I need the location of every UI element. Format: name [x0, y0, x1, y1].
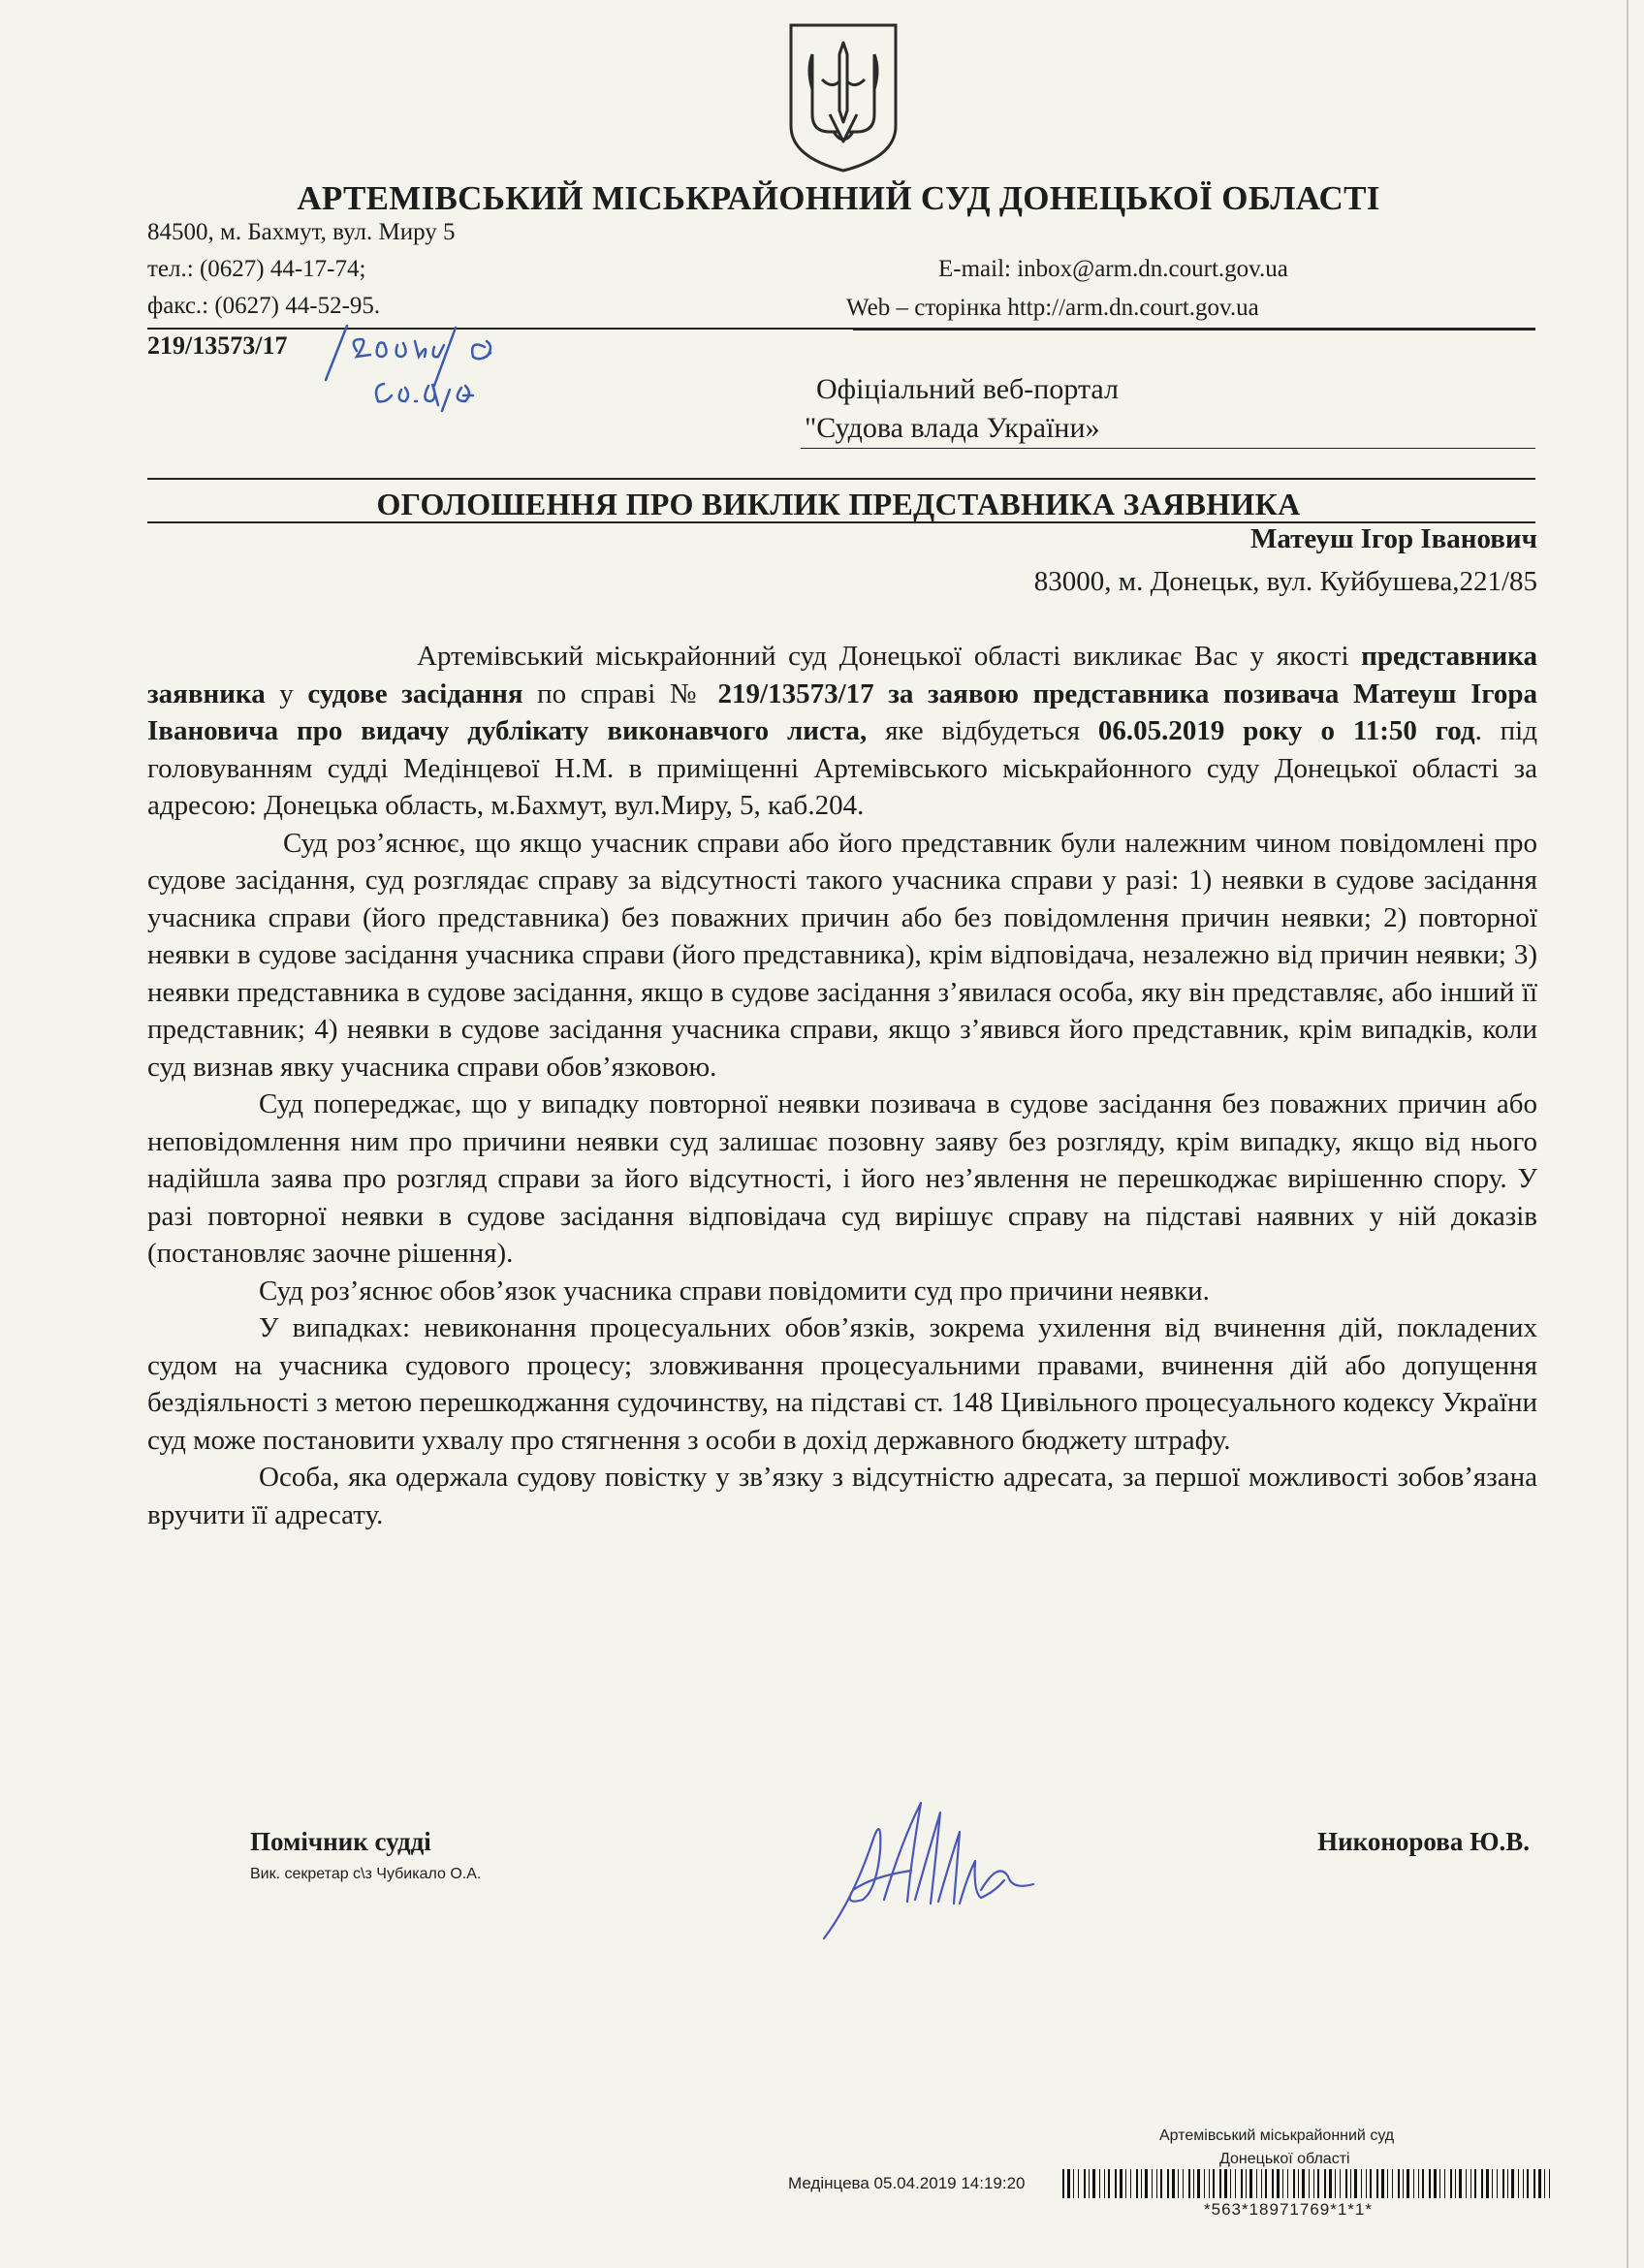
barcode-bar: [1523, 2169, 1524, 2198]
barcode-bar: [1350, 2169, 1351, 2198]
barcode-bar: [1246, 2169, 1247, 2198]
recipient-address: 83000, м. Донецьк, вул. Куйбушева,221/85: [1033, 566, 1537, 597]
case-number: 219/13573/17: [147, 331, 288, 360]
barcode-bar: [1387, 2169, 1388, 2198]
barcode-bar: [1538, 2169, 1541, 2198]
barcode-bar: [1249, 2169, 1252, 2198]
summons-datetime: 06.05.2019 року о 11:50 год: [1097, 715, 1475, 746]
barcode-bar: [1115, 2169, 1117, 2198]
paragraph-penalty: У випадках: невиконання процесуальних обов’язків, зокрема ухилення від вчинення дій, покладених судом на учасника судового процесу; зловживання процесуальними правами, вчинення дій або допущення бездіяльності з метою перешкоджання судочинству, на підставі ст. 148 Цивільного процесуального кодексу України суд може постановити ухвалу про стягнення з особи в дохід державного бюджету штрафу.: [147, 1312, 1537, 1456]
summons-hearing: судове засідання: [307, 677, 523, 709]
notice-body: [147, 638, 1537, 1533]
barcode-bar: [1204, 2169, 1205, 2198]
barcode-bar: [1197, 2169, 1200, 2198]
barcode-bar: [1277, 2169, 1280, 2198]
barcode-bar: [1502, 2169, 1504, 2198]
barcode-bar: [1084, 2169, 1086, 2198]
barcode-bar: [1241, 2169, 1243, 2198]
barcode-bar: [1481, 2169, 1483, 2198]
barcode-bar: [1104, 2169, 1105, 2198]
coat-of-arms-icon: [783, 21, 903, 174]
barcode-bar: [1549, 2169, 1550, 2198]
paragraph-delivery: Особа, яка одержала судову повістку у зв’язку з відсутністю адресата, за першої можливості зобов’язана вручити її адресату.: [147, 1462, 1537, 1530]
portal-name-line1: Офіціальний веб-портал: [816, 373, 1119, 405]
barcode-bar: [1219, 2169, 1221, 2198]
court-email: E-mail: inbox@arm.dn.court.gov.ua: [938, 256, 1288, 282]
paragraph-duty: Суд роз’яснює обов’язок учасника справи повідомити суд про причини неявки.: [259, 1275, 1210, 1307]
barcode-bar: [1486, 2169, 1489, 2198]
barcode-bar: [1366, 2169, 1367, 2198]
summons-text: . під головуванням судді Медінцевої Н.М. в приміщенні Артемівського міськрайонного суду Донецької області за адресою: Донецька область, м.Бахмут, вул.Миру, 5, каб.204.: [147, 715, 1537, 821]
portal-underline: [801, 448, 1535, 449]
barcode-bar: [1470, 2169, 1471, 2198]
secretary-note: Вик. секретар с\з Чубикало О.А.: [250, 1866, 482, 1882]
barcode-bar: [1302, 2169, 1305, 2198]
recipient-name: Матеуш Ігор Іванович: [1249, 523, 1537, 554]
barcode-bar: [1160, 2169, 1162, 2198]
barcode-bar: [1313, 2169, 1314, 2198]
barcode-bar: [1324, 2169, 1326, 2198]
barcode-icon: [1062, 2169, 1555, 2198]
barcode-bar: [1439, 2169, 1440, 2198]
signer-title: Помічник судді: [250, 1827, 431, 1856]
barcode-bar: [1125, 2169, 1126, 2198]
barcode-bar: [1317, 2169, 1319, 2198]
paragraph-summons: [147, 638, 1537, 825]
barcode-bar: [1193, 2169, 1194, 2198]
barcode-bar: [1309, 2169, 1310, 2198]
court-website: Web – сторінка http://arm.dn.court.gov.ua: [846, 295, 1259, 321]
barcode-bar: [1329, 2169, 1332, 2198]
barcode-bar: [1335, 2169, 1336, 2198]
barcode-bar: [1293, 2169, 1295, 2198]
barcode-bar: [1108, 2169, 1110, 2198]
barcode-bar: [1067, 2169, 1070, 2198]
barcode-bar: [1398, 2169, 1400, 2198]
portal-name-line2: "Судова влада України»: [805, 412, 1100, 444]
barcode-bar: [1345, 2169, 1347, 2198]
paragraph-warning: Суд попереджає, що у випадку повторної неявки позивача в судове засідання без поважних причин або неповідомлення ним про причини неявки суд залишає позовну заяву без розгляду, крім випадку, якщо від нього надійшла заява про розгляд справи за його відсутності, і його нез’явлення не перешкоджає вирішенню спору. У разі повторної неявки в судове засідання відповідача суд вирішує справу на підставі наявних у ній доказів (постановляє заочне рішення).: [147, 1088, 1537, 1269]
barcode-bar: [1474, 2169, 1476, 2198]
barcode-bar: [1156, 2169, 1157, 2198]
barcode-bar: [1136, 2169, 1138, 2198]
signature-icon: [814, 1783, 1047, 1948]
barcode-bar: [1492, 2169, 1493, 2198]
barcode-bar: [1272, 2169, 1274, 2198]
barcode-bar: [1455, 2169, 1456, 2198]
barcode-bar: [1256, 2169, 1257, 2198]
barcode-bar: [1073, 2169, 1074, 2198]
summons-role: представника заявника: [147, 641, 1537, 709]
barcode-bar: [1497, 2169, 1498, 2198]
header-divider-right: [853, 330, 1535, 331]
barcode-bar: [1178, 2169, 1179, 2198]
barcode-bar: [1224, 2169, 1227, 2198]
barcode-bar: [1340, 2169, 1341, 2198]
barcode-bar: [1444, 2169, 1445, 2198]
handwritten-note-icon: [320, 318, 572, 415]
barcode-bar: [1376, 2169, 1378, 2198]
barcode-bar: [1544, 2169, 1545, 2198]
barcode-bar: [1354, 2169, 1357, 2198]
barcode-bar: [1141, 2169, 1142, 2198]
barcode-bar: [1099, 2169, 1100, 2198]
court-phone: тел.: (0627) 44-17-74;: [147, 256, 366, 282]
barcode-bar: [1265, 2169, 1267, 2198]
barcode-bar: [1282, 2169, 1283, 2198]
barcode-bar: [1287, 2169, 1288, 2198]
court-fax: факс.: (0627) 44-52-95.: [147, 293, 381, 319]
court-name-heading: АРТЕМІВСЬКИЙ МІСЬКРАЙОННИЙ СУД ДОНЕЦЬКОЇ ОБЛАСТІ: [297, 179, 1380, 217]
barcode-bar: [1413, 2169, 1414, 2198]
barcode-bar: [1511, 2169, 1514, 2198]
summons-text: по справі №: [522, 677, 718, 709]
summons-text: у: [265, 677, 308, 709]
signer-name: Никонорова Ю.В.: [1317, 1827, 1530, 1856]
barcode-bar: [1370, 2169, 1372, 2198]
barcode-bar: [1418, 2169, 1419, 2198]
barcode-bar: [1261, 2169, 1262, 2198]
barcode-bar: [1361, 2169, 1362, 2198]
barcode-bar: [1235, 2169, 1236, 2198]
barcode-bar: [1145, 2169, 1148, 2198]
barcode-bar: [1381, 2169, 1384, 2198]
barcode-bar: [1209, 2169, 1210, 2198]
barcode-bar: [1152, 2169, 1153, 2198]
barcode-bar: [1092, 2169, 1095, 2198]
barcode-bar: [1230, 2169, 1231, 2198]
stamp-court-line1: Артемівський міськрайонний суд: [1159, 2127, 1395, 2144]
barcode-bar: [1422, 2169, 1424, 2198]
barcode-number: *563*18971769*1*1*: [1204, 2200, 1373, 2219]
barcode-bar: [1188, 2169, 1190, 2198]
barcode-bar: [1172, 2169, 1175, 2198]
barcode-bar: [1459, 2169, 1462, 2198]
barcode-bar: [1450, 2169, 1452, 2198]
barcode-bar: [1062, 2169, 1064, 2198]
paragraph-absence-rules: Суд роз’яснює, що якщо учасник справи або його представник були належним чином повідомлені про судове засідання, суд розглядає справу за відсутності такого учасника справи у разі: 1) неявки в судове засідання учасника справи (його представника) без поважних причин або без повідомлення причин неявки; 2) повторної неявки в судове засідання учасника справи (його представника), крім відповідача, незалежно від причин неявки; 3) неявки представника в судове засідання, якщо в судове засідання з’явилася особа, яку він представляє, або інший її представник; 4) неявки в судове засідання учасника справи, якщо з’явився його представник, крім випадків, коли суд визнав явку учасника справи обов’язковою.: [147, 827, 1537, 1083]
stamp-clerk-datetime: Медінцева 05.04.2019 14:19:20: [788, 2174, 1026, 2192]
barcode-bar: [1434, 2169, 1437, 2198]
barcode-bar: [1466, 2169, 1467, 2198]
barcode-bar: [1078, 2169, 1079, 2198]
barcode-bar: [1518, 2169, 1519, 2198]
barcode-bar: [1429, 2169, 1431, 2198]
court-address: 84500, м. Бахмут, вул. Миру 5: [147, 219, 456, 245]
barcode-bar: [1407, 2169, 1409, 2198]
barcode-bar: [1403, 2169, 1404, 2198]
barcode-bar: [1527, 2169, 1529, 2198]
barcode-bar: [1298, 2169, 1299, 2198]
document-title: ОГОЛОШЕННЯ ПРО ВИКЛИК ПРЕДСТАВНИКА ЗАЯВНИКА: [376, 487, 1301, 521]
barcode-bar: [1507, 2169, 1508, 2198]
barcode-bar: [1533, 2169, 1535, 2198]
summons-text: Артемівський міськрайонний суд Донецької області викликає Вас у якості: [417, 641, 1362, 672]
page-edge: [1627, 0, 1628, 2268]
summons-text: яке відбудеться: [867, 715, 1098, 746]
barcode-bar: [1183, 2169, 1184, 2198]
title-top-rule: [147, 478, 1535, 480]
barcode-bar: [1089, 2169, 1090, 2198]
stamp-court-line2: Донецької області: [1219, 2151, 1350, 2167]
barcode-bar: [1120, 2169, 1122, 2198]
barcode-bar: [1130, 2169, 1131, 2198]
barcode-bar: [1167, 2169, 1169, 2198]
barcode-bar: [1213, 2169, 1215, 2198]
barcode-bar: [1392, 2169, 1393, 2198]
summons-case: 219/13573/17 за заявою представника позивача Матеуш Ігора Івановича про видачу дублікату виконавчого листа,: [147, 677, 1537, 746]
